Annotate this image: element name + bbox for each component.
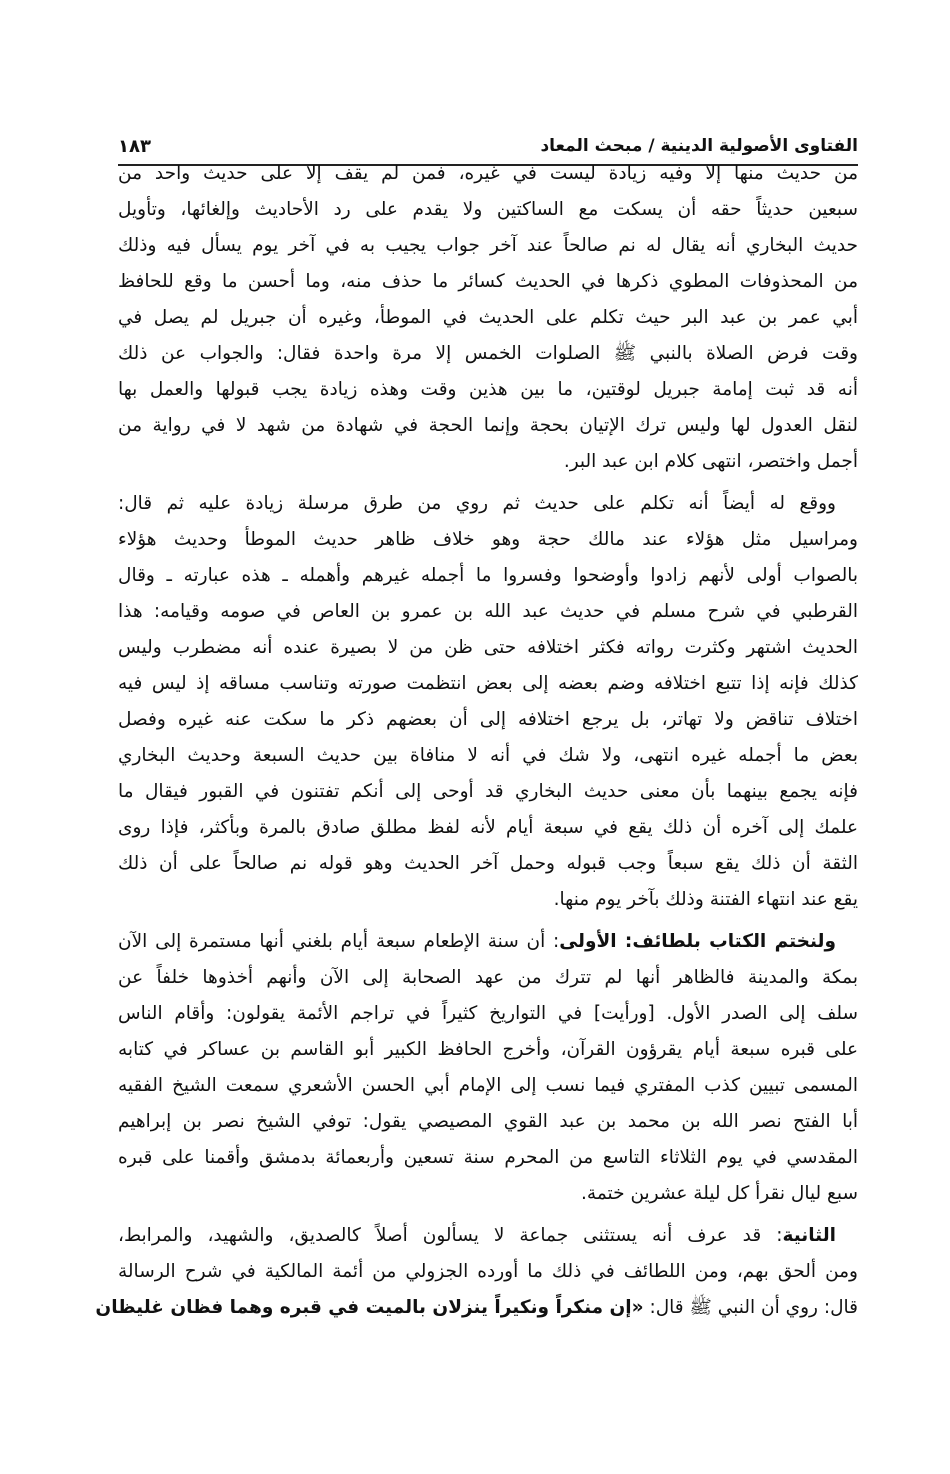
text-segment: على قبره سبعة أيام يقرؤون القرآن، وأخرج الحافظ الكبير أبو القاسم بن عساكر في كتابه	[118, 1039, 858, 1060]
text-line	[118, 558, 858, 594]
text-segment: اختلاف تناقض ولا تهاتر، بل يرجع اختلافه إلى أن بعضهم ذكر ما سكت عنه غيره وفصل	[118, 709, 858, 730]
text-line	[118, 300, 858, 336]
text-line	[118, 486, 858, 522]
text-segment: المقدسي في يوم الثلاثاء التاسع من المحرم سنة تسعين وأربعمائة بدمشق وأقمنا على قبره	[118, 1147, 858, 1168]
text-segment: ووقع له أيضاً أنه تكلم على حديث ثم روي من طرق مرسلة زيادة عليه ثم قال:	[118, 493, 836, 514]
paragraph	[95, 1218, 858, 1326]
text-segment: من المحذوفات المطوي ذكرها في الحديث كسائر ما حذف منه، وما أحسن ما وقع للحافظ	[118, 271, 858, 292]
text-line	[118, 192, 858, 228]
text-segment: من حديث منها إلا وفيه زيادة ليست في غيره، فمن لم يقف إلا على حديث واحد من	[118, 163, 858, 184]
text-line	[118, 1254, 858, 1290]
text-line	[118, 1032, 858, 1068]
text-segment: بالصواب أولى لأنهم زادوا وأوضحوا وفسروا ما أجمله غيرهم وأهمله ـ هذه عبارته ـ وقال	[118, 565, 858, 586]
text-line	[118, 264, 858, 300]
text-line	[95, 1290, 858, 1326]
text-line	[118, 846, 858, 882]
text-line	[118, 924, 858, 960]
text-line	[118, 1104, 858, 1140]
text-segment: كذلك فإنه إذا تتبع اختلافه وضم بعضه إلى بعض انتظمت صورته وتناسب مساقه إذ ليس فيه	[118, 673, 858, 694]
text-segment: سبع ليال نقرأ كل ليلة عشرين ختمة.	[581, 1183, 858, 1204]
text-line	[118, 336, 858, 372]
text-line	[118, 372, 858, 408]
text-segment: سبعين حديثاً حقه أن يسكت مع الساكتين ولا يقدم على رد الأحاديث وإلغائها، وتأويل	[118, 199, 858, 220]
text-segment: المسمى تبيين كذب المفتري فيما نسب إلى الإمام أبي الحسن الأشعري سمعت الشيخ الفقيه	[118, 1075, 858, 1096]
text-line	[118, 960, 858, 996]
text-segment: ومن ألحق بهم، ومن اللطائف في ذلك ما أورده الجزولي من أئمة المالكية في شرح الرسالة	[118, 1261, 858, 1282]
text-segment: أنه قد ثبت إمامة جبريل لوقتين، ما بين هذين وقت وهذه زيادة يجب قبولها والعمل بها	[118, 379, 858, 400]
text-segment: الثقة أن ذلك يقع سبعاً وجب قبوله وحمل آخر الحديث وهو قوله نم صالحاً على أن ذلك	[118, 853, 858, 874]
text-segment: أجمل واختصر، انتهى كلام ابن عبد البر.	[563, 451, 858, 472]
text-line	[118, 1218, 858, 1254]
text-segment: علمك إلى آخره أن ذلك يقع في سبعة أيام لأنه لفظ مطلق صادق بالمرة وبأكثر، فإذا روى	[118, 817, 858, 838]
text-segment: أبا الفتح نصر الله بن محمد بن عبد القوي المصيصي يقول: توفي الشيخ نصر بن إبراهيم	[118, 1111, 858, 1132]
paragraph	[118, 924, 858, 1212]
text-segment: يقع عند انتهاء الفتنة وذلك بآخر يوم منها.	[553, 889, 858, 910]
text-segment: ومراسيل مثل هؤلاء عند مالك حجة وهو خلاف ظاهر حديث الموطأ وحديث هؤلاء	[118, 529, 858, 550]
text-line	[118, 702, 858, 738]
text-segment: حديث البخاري أنه يقال له نم صالحاً عند آخر جواب يجيب به في آخر يوم يسأل فيه وذلك	[118, 235, 858, 256]
paragraph	[118, 486, 858, 918]
text-line	[118, 156, 858, 192]
text-line	[118, 408, 858, 444]
bold-text: «إن منكراً ونكيراً ينزلان بالميت في قبره وهما فظان غليظان	[95, 1297, 644, 1318]
text-segment: الحديث اشتهر وكثرت رواته فكثر اختلافه حتى ظن من لا بصيرة عنده أنه مضطرب وليس	[118, 637, 858, 658]
text-segment: بعض ما أجمله غيره انتهى، ولا شك في أنه لا منافاة بين حديث السبعة وحديث البخاري	[118, 745, 858, 766]
text-line	[118, 1140, 858, 1176]
text-line	[118, 666, 858, 702]
text-line	[118, 882, 858, 918]
text-segment: فإنه يجمع بينهما بأن معنى حديث البخاري قد أوحى إلى أنكم تفتنون في القبور فيقال ما	[118, 781, 858, 802]
text-line	[118, 738, 858, 774]
text-line	[118, 522, 858, 558]
text-line	[118, 228, 858, 264]
text-segment: القرطبي في شرح مسلم في حديث عبد الله بن عمرو بن العاص في صومه وقيامه: هذا	[118, 601, 858, 622]
text-segment: : قد عرف أنه يستثنى جماعة لا يسألون أصلاً كالصديق، والشهيد، والمرابط،	[118, 1225, 783, 1246]
text-line	[118, 444, 858, 480]
text-line	[118, 1176, 858, 1212]
running-title: الفتاوى الأصولية الدينية / مبحث المعاد	[540, 136, 858, 156]
text-segment: وقت فرض الصلاة بالنبي ﷺ الصلوات الخمس إلا مرة واحدة فقال: والجواب عن ذلك	[118, 343, 858, 364]
text-segment: سلف إلى الصدر الأول. [ورأيت] في التواريخ كثيراً في تراجم الأئمة يقولون: وأقام الناس	[118, 1003, 858, 1024]
text-segment: أبي عمر بن عبد البر حيث تكلم على الحديث في الموطأ، وغيره أن جبريل لم يصل في	[118, 307, 858, 328]
text-segment: : أن سنة الإطعام سبعة أيام بلغني أنها مستمرة إلى الآن	[118, 931, 560, 952]
bold-text: الثانية	[782, 1225, 836, 1246]
text-segment: لنقل العدول لها وليس ترك الإتيان بحجة وإنما الحجة في شهادة من شهد لا في رواية من	[118, 415, 858, 436]
text-segment: قال: روي أن النبي ﷺ قال:	[643, 1297, 858, 1318]
text-line	[118, 774, 858, 810]
text-line	[118, 1068, 858, 1104]
text-segment: بمكة والمدينة فالظاهر أنها لم تترك من عهد الصحابة إلى الآن وأنهم أخذوها خلفاً عن	[118, 967, 858, 988]
paragraph	[118, 156, 858, 480]
bold-text: ولنختم الكتاب بلطائف: الأولى	[559, 931, 836, 952]
text-line	[118, 810, 858, 846]
text-line	[118, 630, 858, 666]
page-body	[95, 156, 858, 1332]
text-line	[118, 996, 858, 1032]
text-line	[118, 594, 858, 630]
page-number: ١٨٣	[118, 136, 151, 157]
